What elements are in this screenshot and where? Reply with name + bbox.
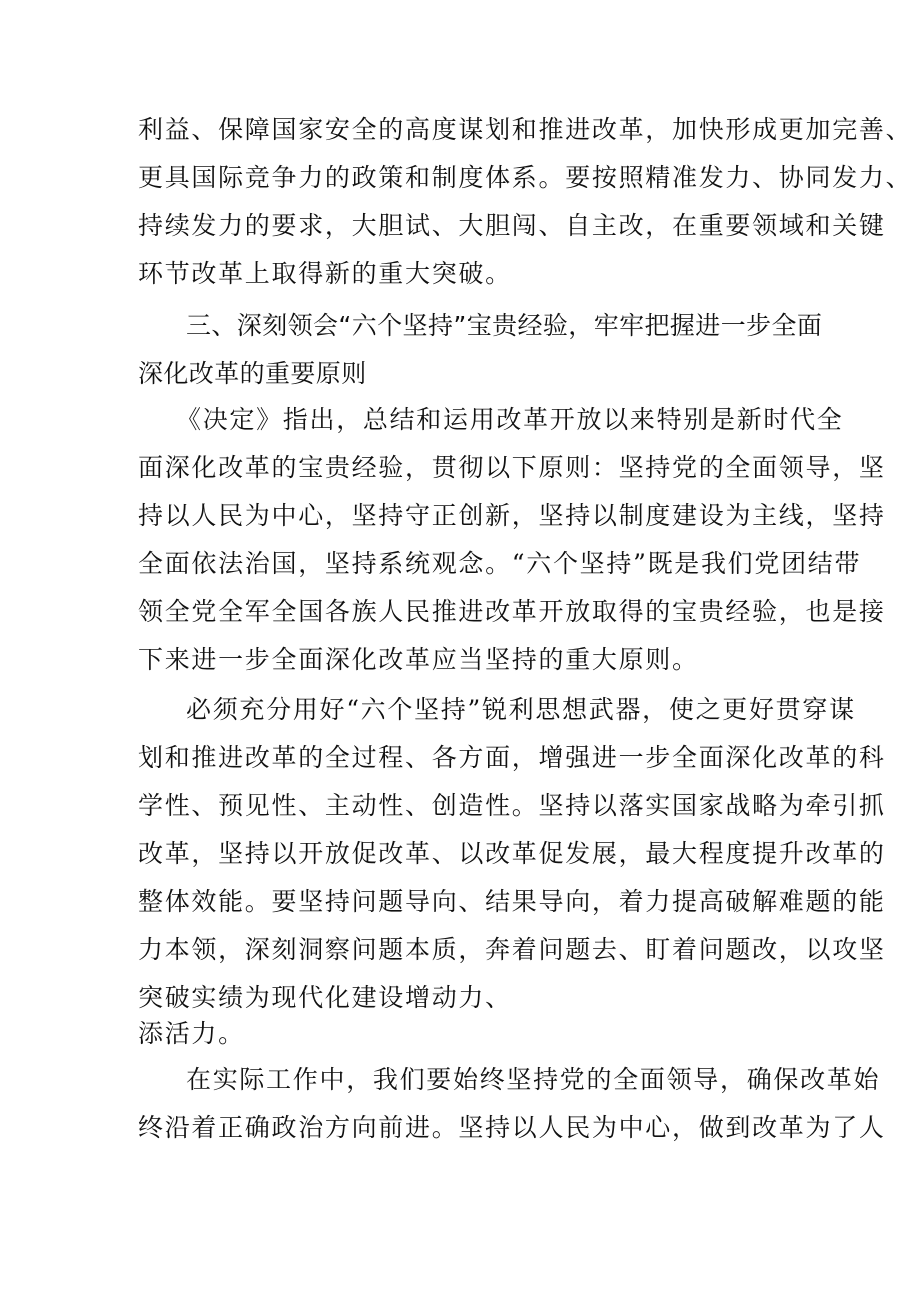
paragraph-2-line-1: 《决定》指出，总结和运用改革开放以来特别是新时代全 (176, 405, 844, 434)
paragraph-3-line-4: 改革，坚持以开放促改革、以改革促发展，最大程度提升改革的 (138, 839, 886, 868)
paragraph-2-line-6: 下来进一步全面深化改革应当坚持的重大原则。 (138, 645, 699, 674)
paragraph-1-line-1: 利益、保障国家安全的高度谋划和推进改革，加快形成更加完善、 (138, 115, 913, 144)
paragraph-3-line-6: 力本领，深刻洞察问题本质，奔着问题去、盯着问题改，以攻坚 (138, 935, 886, 964)
paragraph-2-line-2: 面深化改革的宝贵经验，贯彻以下原则：坚持党的全面领导，坚 (138, 453, 886, 482)
paragraph-2-line-3: 持以人民为中心，坚持守正创新，坚持以制度建设为主线，坚持 (138, 501, 886, 530)
paragraph-3-line-8: 添活力。 (138, 1019, 245, 1048)
paragraph-3-line-2: 划和推进改革的全过程、各方面，增强进一步全面深化改革的科 (138, 743, 886, 772)
paragraph-1-line-4: 环节改革上取得新的重大突破。 (138, 259, 512, 288)
paragraph-3-line-1: 必须充分用好“六个坚持”锐利思想武器，使之更好贯穿谋 (186, 695, 856, 724)
section-heading-line-1: 三、深刻领会“六个坚持”宝贵经验，牢牢把握进一步全面 (186, 311, 823, 340)
paragraph-1-line-3: 持续发力的要求，大胆试、大胆闯、自主改，在重要领域和关键 (138, 211, 886, 240)
section-heading-line-2: 深化改革的重要原则 (138, 359, 367, 388)
paragraph-4-line-1: 在实际工作中，我们要始终坚持党的全面领导，确保改革始 (186, 1065, 881, 1094)
paragraph-1-line-2: 更具国际竞争力的政策和制度体系。要按照精准发力、协同发力、 (138, 163, 913, 192)
paragraph-2-line-5: 领全党全军全国各族人民推进改革开放取得的宝贵经验，也是接 (138, 597, 886, 626)
paragraph-2-line-4: 全面依法治国，坚持系统观念。“六个坚持”既是我们党团结带 (138, 549, 862, 578)
paragraph-3-line-7: 突破实绩为现代化建设增动力、 (138, 983, 512, 1012)
paragraph-3-line-5: 整体效能。要坚持问题导向、结果导向，着力提高破解难题的能 (138, 887, 886, 916)
paragraph-4-line-2: 终沿着正确政治方向前进。坚持以人民为中心，做到改革为了人 (138, 1113, 886, 1142)
paragraph-3-line-3: 学性、预见性、主动性、创造性。坚持以落实国家战略为牵引抓 (138, 791, 886, 820)
